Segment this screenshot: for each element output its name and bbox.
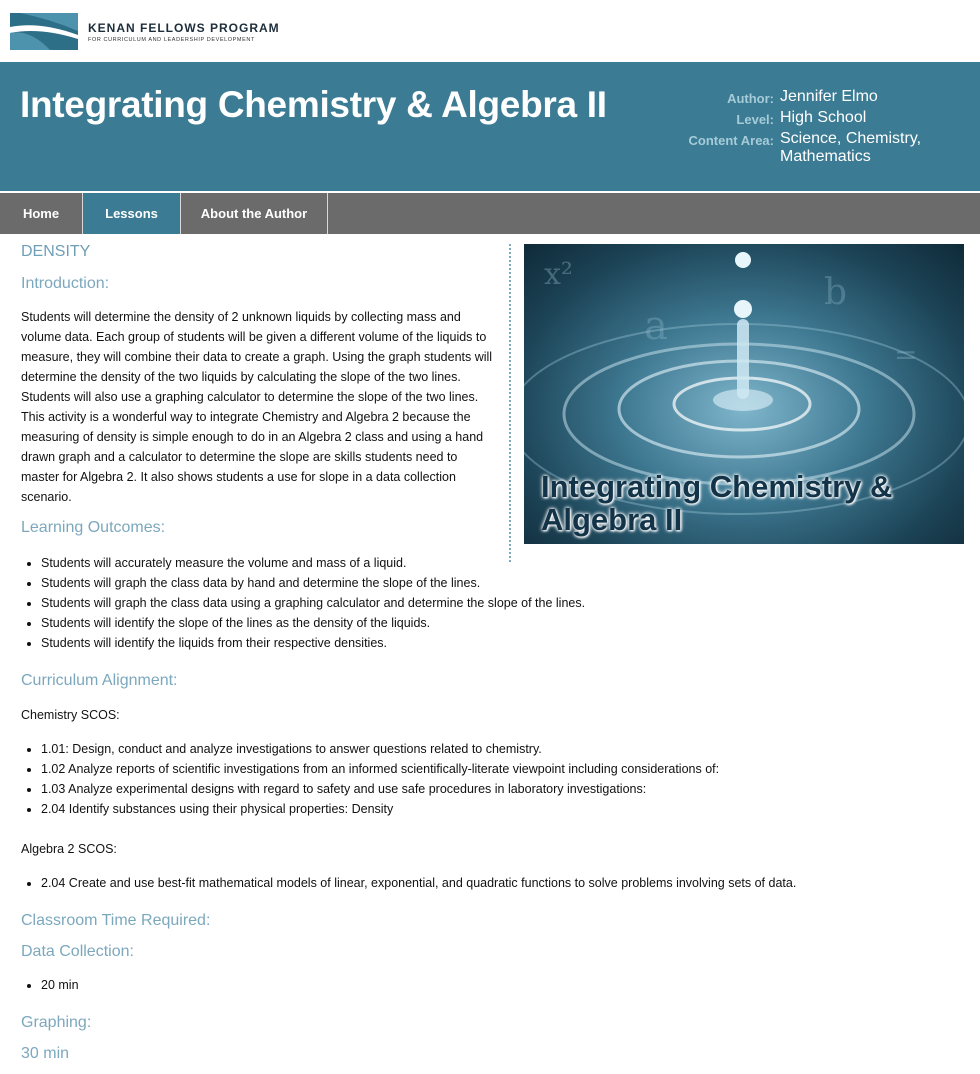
kenan-logo-icon[interactable] [10,13,78,50]
list-item: • 20 min [41,975,951,995]
author-label: Author: [727,91,774,106]
hero-image [524,244,964,544]
nav-about-author[interactable]: About the Author [181,193,328,234]
list-item: • Students will identify the liquids from their respective densities. [41,633,951,653]
data-collection-list [21,975,951,995]
page-header [0,62,980,191]
svg-text:x²: x² [544,257,573,292]
logo-subtitle: FOR CURRICULUM AND LEADERSHIP DEVELOPMENT [88,37,255,43]
outcomes-list [21,553,951,653]
outcomes-heading: Learning Outcomes: [21,519,166,536]
nav-lessons[interactable]: Lessons [83,193,181,234]
content-area-value: Science, Chemistry, Mathematics [780,130,922,165]
meta-author [640,88,970,106]
time-heading: Classroom Time Required: [21,912,211,929]
list-item: • 1.03 Analyze experimental designs with regard to safety and use safe procedures in laboratory investigations: [41,779,951,799]
algebra-scos-label: Algebra 2 SCOS: [21,842,117,856]
page-title: Integrating Chemistry & Algebra II [20,84,607,125]
list-item: • 1.01: Design, conduct and analyze investigations to answer questions related to chemistry. [41,739,951,759]
list-item: • Students will graph the class data by hand and determine the slope of the lines. [41,573,951,593]
intro-column [21,240,496,537]
nav-home[interactable]: Home [0,193,83,234]
data-collection-heading: Data Collection: [21,943,134,960]
list-item: • 1.02 Analyze reports of scientific investigations from an informed scientifically-literate viewpoint including considerations of: [41,759,951,779]
svg-text:a: a [644,303,668,349]
svg-text:b: b [824,272,848,313]
list-item: • Students will accurately measure the volume and mass of a liquid. [41,553,951,573]
list-item: • Students will identify the slope of the lines as the density of the liquids. [41,613,951,633]
logo-text[interactable] [88,21,280,43]
logo-bar [0,0,980,62]
graphing-heading: Graphing: [21,1014,92,1031]
lesson-heading: DENSITY [21,243,91,260]
list-item: • 2.04 Create and use best-fit mathematical models of linear, exponential, and quadratic functions to solve problems involving sets of data. [41,873,951,893]
hero-image-text: Integrating Chemistry & Algebra II [541,469,893,537]
level-label: Level: [736,112,774,127]
chemistry-scos-label: Chemistry SCOS: [21,708,120,722]
column-divider [509,244,511,562]
svg-text:=: = [894,338,918,371]
meta-level [640,109,970,127]
meta-content-area [640,130,970,166]
list-item: • 2.04 Identify substances using their physical properties: Density [41,799,951,819]
algebra-scos-list [21,873,951,893]
intro-heading: Introduction: [21,275,110,292]
level-value: High School [780,109,867,126]
lesson-meta [640,88,970,169]
main-nav [0,193,980,234]
alignment-heading: Curriculum Alignment: [21,672,178,689]
list-item: • Students will graph the class data using a graphing calculator and determine the slope of the lines. [41,593,951,613]
author-value: Jennifer Elmo [780,88,878,105]
chemistry-scos-list [21,739,951,819]
content-area-label: Content Area: [688,133,774,148]
logo-title: KENAN FELLOWS PROGRAM [88,21,280,35]
intro-text: Students will determine the density of 2 unknown liquids by collecting mass and volume data. Each group of students will be given a different volume of the liquids to measure, they will combine their data to create a graph. Using the graph students will determine the density of the two liquids by calculating the slope of the two lines. Students will also use a graphing calculator to determine the slope of the two lines. This activity is a wonderful way to integrate Chemistry and Algebra 2 because the measuring of density is simple enough to do in an Algebra 2 class and using a hand drawn graph and a calculator to determine the slope are skills students need to master for Algebra 2. It also shows students a use for slope in a data collection scenario. [21,310,493,504]
graphing-time: 30 min [21,1045,70,1062]
